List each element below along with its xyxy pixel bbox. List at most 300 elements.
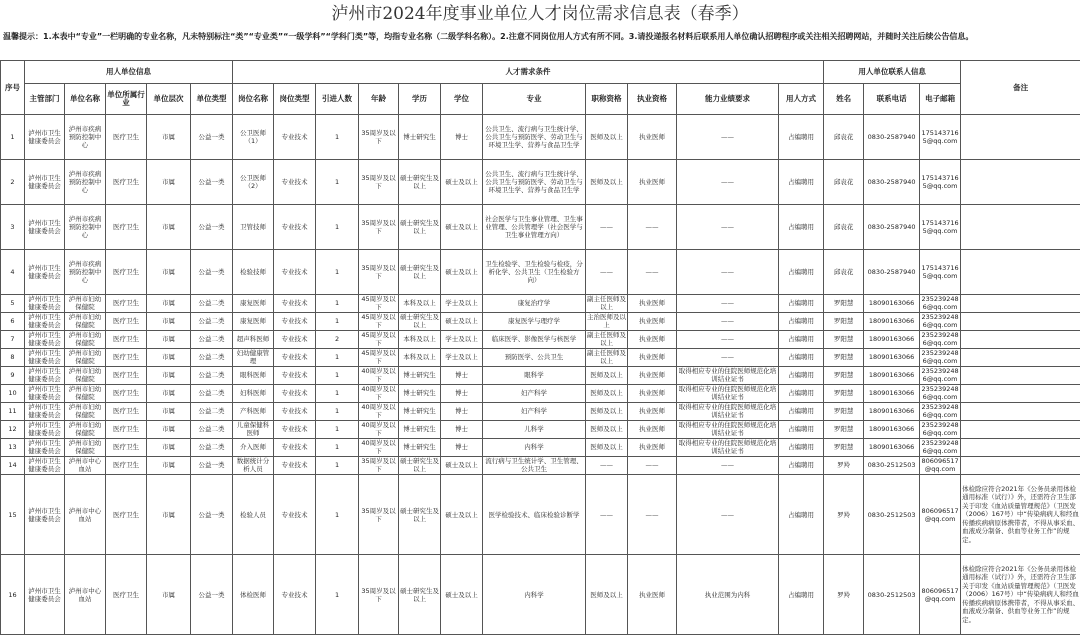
cell-email: 806096517@qq.com	[920, 555, 961, 635]
cell-dept: 泸州市卫生健康委员会	[25, 160, 65, 205]
cell-major: 卫生检验学、卫生检验与检疫，分析化学、公共卫生（卫生检验方向）	[483, 250, 586, 295]
cell-major: 医学检验技术、临床检验诊断学	[483, 475, 586, 555]
cell-degree: 硕士及以上	[441, 475, 483, 555]
cell-age: 35周岁及以下	[359, 160, 399, 205]
cell-degree: 博士	[441, 421, 483, 439]
table-row	[1, 115, 1080, 160]
cell-name: 罗阳慧	[824, 421, 864, 439]
cell-ptype: 专业技术	[274, 475, 316, 555]
cell-email: 806096517@qq.com	[920, 475, 961, 555]
cell-title: ——	[586, 475, 628, 555]
cell-degree: 硕士及以上	[441, 250, 483, 295]
cell-seq: 12	[1, 421, 25, 439]
cell-utype: 公益二类	[191, 421, 233, 439]
cell-phone: 18090163066	[864, 295, 920, 313]
cell-utype: 公益一类	[191, 160, 233, 205]
cell-degree: 博士	[441, 367, 483, 385]
cell-post: 体检医师	[233, 555, 274, 635]
cell-phone: 0830-2512503	[864, 475, 920, 555]
cell-title: 副主任医师及以上	[586, 349, 628, 367]
cell-license: ——	[628, 457, 677, 475]
cell-industry: 医疗卫生	[106, 313, 147, 331]
cell-name: 邱袁花	[824, 115, 864, 160]
cell-method: 占编聘用	[779, 385, 824, 403]
cell-ability: ——	[677, 313, 779, 331]
cell-seq: 1	[1, 115, 25, 160]
cell-num: 1	[316, 367, 359, 385]
header-seq: 序号	[1, 61, 25, 115]
cell-name: 罗阳慧	[824, 331, 864, 349]
cell-ability: 取得相应专业的住院医师规范化培训结业证书	[677, 421, 779, 439]
column-header: 联系电话	[864, 84, 920, 115]
cell-title: 医师及以上	[586, 367, 628, 385]
table-row	[1, 331, 1080, 349]
cell-edu: 硕士研究生及以上	[399, 555, 441, 635]
cell-seq: 14	[1, 457, 25, 475]
cell-level: 市属	[147, 367, 191, 385]
cell-ptype: 专业技术	[274, 205, 316, 250]
column-header: 单位类型	[191, 84, 233, 115]
cell-industry: 医疗卫生	[106, 205, 147, 250]
cell-industry: 医疗卫生	[106, 160, 147, 205]
cell-edu: 硕士研究生及以上	[399, 475, 441, 555]
cell-unit: 泸州市妇幼保健院	[65, 421, 106, 439]
cell-method: 占编聘用	[779, 403, 824, 421]
cell-utype: 公益二类	[191, 331, 233, 349]
cell-dept: 泸州市卫生健康委员会	[25, 403, 65, 421]
cell-num: 1	[316, 385, 359, 403]
cell-age: 40周岁及以下	[359, 403, 399, 421]
cell-title: 医师及以上	[586, 385, 628, 403]
table-row	[1, 475, 1080, 555]
cell-unit: 泸州市疾病预防控制中心	[65, 160, 106, 205]
cell-utype: 公益二类	[191, 367, 233, 385]
cell-major: 公共卫生、流行病与卫生统计学、公共卫生与预防医学、劳动卫生与环境卫生学、营养与食品卫生学	[483, 115, 586, 160]
cell-ptype: 专业技术	[274, 313, 316, 331]
cell-ability: ——	[677, 331, 779, 349]
column-header: 学位	[441, 84, 483, 115]
cell-phone: 18090163066	[864, 385, 920, 403]
cell-license: 执业医师	[628, 385, 677, 403]
cell-num: 1	[316, 457, 359, 475]
cell-license: ——	[628, 205, 677, 250]
cell-email: 2352392486@qq.com	[920, 349, 961, 367]
cell-title: ——	[586, 205, 628, 250]
cell-num: 1	[316, 313, 359, 331]
cell-seq: 16	[1, 555, 25, 635]
cell-major: 预防医学、公共卫生	[483, 349, 586, 367]
cell-license: 执业医师	[628, 439, 677, 457]
cell-edu: 本科及以上	[399, 349, 441, 367]
cell-ptype: 专业技术	[274, 367, 316, 385]
cell-industry: 医疗卫生	[106, 385, 147, 403]
cell-utype: 公益一类	[191, 457, 233, 475]
cell-ability: 取得相应专业的住院医师规范化培训结业证书	[677, 403, 779, 421]
column-header: 岗位名称	[233, 84, 274, 115]
cell-num: 1	[316, 555, 359, 635]
cell-industry: 医疗卫生	[106, 555, 147, 635]
table-row	[1, 160, 1080, 205]
cell-license: 执业医师	[628, 555, 677, 635]
cell-method: 占编聘用	[779, 160, 824, 205]
table-row	[1, 403, 1080, 421]
cell-email: 1751437165@qq.com	[920, 205, 961, 250]
cell-ability: ——	[677, 295, 779, 313]
cell-method: 占编聘用	[779, 115, 824, 160]
cell-edu: 硕士研究生及以上	[399, 160, 441, 205]
cell-remark	[961, 205, 1080, 250]
cell-ability: ——	[677, 475, 779, 555]
cell-ptype: 专业技术	[274, 295, 316, 313]
header-group-unit: 用人单位信息	[25, 61, 233, 84]
cell-seq: 4	[1, 250, 25, 295]
cell-dept: 泸州市卫生健康委员会	[25, 313, 65, 331]
cell-title: ——	[586, 250, 628, 295]
cell-industry: 医疗卫生	[106, 349, 147, 367]
cell-post: 介入医师	[233, 439, 274, 457]
cell-dept: 泸州市卫生健康委员会	[25, 457, 65, 475]
cell-major: 妇产科学	[483, 385, 586, 403]
cell-major: 内科学	[483, 555, 586, 635]
cell-method: 占编聘用	[779, 313, 824, 331]
column-header: 年龄	[359, 84, 399, 115]
cell-industry: 医疗卫生	[106, 421, 147, 439]
cell-method: 占编聘用	[779, 205, 824, 250]
cell-degree: 博士	[441, 115, 483, 160]
cell-post: 检验人员	[233, 475, 274, 555]
cell-utype: 公益一类	[191, 205, 233, 250]
cell-phone: 18090163066	[864, 421, 920, 439]
cell-level: 市属	[147, 457, 191, 475]
cell-phone: 0830-2512503	[864, 555, 920, 635]
column-header: 单位所属行业	[106, 84, 147, 115]
column-header: 用人方式	[779, 84, 824, 115]
cell-name: 罗阳慧	[824, 313, 864, 331]
cell-age: 45周岁及以下	[359, 331, 399, 349]
cell-name: 罗阳慧	[824, 439, 864, 457]
table-row	[1, 349, 1080, 367]
cell-post: 儿童保健科医师	[233, 421, 274, 439]
cell-age: 40周岁及以下	[359, 439, 399, 457]
cell-major: 流行病与卫生统计学、卫生管理、公共卫生	[483, 457, 586, 475]
cell-remark	[961, 457, 1080, 475]
cell-method: 占编聘用	[779, 349, 824, 367]
cell-license: 执业医师	[628, 421, 677, 439]
cell-post: 数据统计分析人员	[233, 457, 274, 475]
cell-ptype: 专业技术	[274, 160, 316, 205]
table-row	[1, 385, 1080, 403]
cell-title: ——	[586, 457, 628, 475]
table-row	[1, 313, 1080, 331]
cell-level: 市属	[147, 421, 191, 439]
cell-age: 40周岁及以下	[359, 367, 399, 385]
cell-num: 1	[316, 250, 359, 295]
cell-num: 1	[316, 160, 359, 205]
column-header: 单位名称	[65, 84, 106, 115]
column-header: 电子邮箱	[920, 84, 961, 115]
cell-degree: 硕士及以上	[441, 313, 483, 331]
cell-ptype: 专业技术	[274, 555, 316, 635]
cell-email: 2352392486@qq.com	[920, 295, 961, 313]
cell-ability: 取得相应专业的住院医师规范化培训结业证书	[677, 439, 779, 457]
cell-license: 执业医师	[628, 160, 677, 205]
cell-phone: 0830-2587940	[864, 205, 920, 250]
column-header: 学历	[399, 84, 441, 115]
cell-age: 40周岁及以下	[359, 385, 399, 403]
cell-utype: 公益一类	[191, 115, 233, 160]
cell-industry: 医疗卫生	[106, 367, 147, 385]
cell-title: 医师及以上	[586, 160, 628, 205]
cell-level: 市属	[147, 115, 191, 160]
cell-age: 45周岁及以下	[359, 295, 399, 313]
cell-license: 执业医师	[628, 313, 677, 331]
cell-edu: 硕士研究生及以上	[399, 205, 441, 250]
cell-title: 医师及以上	[586, 555, 628, 635]
cell-remark	[961, 250, 1080, 295]
cell-age: 40周岁及以下	[359, 421, 399, 439]
cell-license: 执业医师	[628, 331, 677, 349]
cell-age: 35周岁及以下	[359, 457, 399, 475]
cell-utype: 公益二类	[191, 349, 233, 367]
cell-ptype: 专业技术	[274, 385, 316, 403]
cell-edu: 博士研究生	[399, 439, 441, 457]
cell-license: 执业医师	[628, 295, 677, 313]
cell-level: 市属	[147, 295, 191, 313]
cell-level: 市属	[147, 205, 191, 250]
cell-degree: 博士	[441, 439, 483, 457]
cell-seq: 10	[1, 385, 25, 403]
cell-industry: 医疗卫生	[106, 475, 147, 555]
cell-method: 占编聘用	[779, 250, 824, 295]
cell-phone: 0830-2587940	[864, 250, 920, 295]
cell-degree: 学士及以上	[441, 331, 483, 349]
cell-remark	[961, 313, 1080, 331]
cell-major: 社会医学与卫生事业管理、卫生事业管理、公共管理学（社会医学与卫生事业管理方向）	[483, 205, 586, 250]
table-row	[1, 367, 1080, 385]
cell-industry: 医疗卫生	[106, 331, 147, 349]
cell-edu: 博士研究生	[399, 421, 441, 439]
cell-num: 1	[316, 115, 359, 160]
cell-phone: 18090163066	[864, 349, 920, 367]
cell-dept: 泸州市卫生健康委员会	[25, 385, 65, 403]
cell-edu: 本科及以上	[399, 331, 441, 349]
cell-seq: 5	[1, 295, 25, 313]
cell-license: 执业医师	[628, 349, 677, 367]
cell-post: 公卫医师（2）	[233, 160, 274, 205]
cell-email: 1751437165@qq.com	[920, 160, 961, 205]
cell-edu: 博士研究生	[399, 385, 441, 403]
cell-level: 市属	[147, 250, 191, 295]
cell-name: 罗羚	[824, 475, 864, 555]
cell-seq: 9	[1, 367, 25, 385]
cell-unit: 泸州市妇幼保健院	[65, 313, 106, 331]
table-row	[1, 295, 1080, 313]
cell-ptype: 专业技术	[274, 439, 316, 457]
cell-seq: 6	[1, 313, 25, 331]
cell-remark	[961, 403, 1080, 421]
cell-seq: 2	[1, 160, 25, 205]
cell-remark: 体检除应符合2021年《公务员录用体检通用标准（试行）》外，还需符合卫生部关于印发《血站质量管理规范》（卫医发（2006）167号）中“传染病病人和经血传播疾病病原体携带者，不得从事采血、血液成分制备、供血等业务工作”的规定。	[961, 555, 1080, 635]
cell-major: 公共卫生、流行病与卫生统计学、公共卫生与预防医学、劳动卫生与环境卫生学、营养与食品卫生学	[483, 160, 586, 205]
cell-dept: 泸州市卫生健康委员会	[25, 331, 65, 349]
cell-ability: 取得相应专业的住院医师规范化培训结业证书	[677, 385, 779, 403]
cell-seq: 11	[1, 403, 25, 421]
cell-ability: ——	[677, 457, 779, 475]
table-row	[1, 250, 1080, 295]
cell-unit: 泸州市中心血站	[65, 555, 106, 635]
cell-title: 副主任医师及以上	[586, 295, 628, 313]
cell-phone: 18090163066	[864, 403, 920, 421]
cell-industry: 医疗卫生	[106, 115, 147, 160]
cell-remark	[961, 160, 1080, 205]
column-header: 执业资格	[628, 84, 677, 115]
cell-industry: 医疗卫生	[106, 457, 147, 475]
cell-post: 超声科医师	[233, 331, 274, 349]
cell-edu: 硕士研究生及以上	[399, 457, 441, 475]
cell-phone: 0830-2512503	[864, 457, 920, 475]
cell-name: 罗羚	[824, 555, 864, 635]
column-header: 职称资格	[586, 84, 628, 115]
cell-age: 45周岁及以下	[359, 313, 399, 331]
cell-unit: 泸州市妇幼保健院	[65, 295, 106, 313]
cell-age: 35周岁及以下	[359, 115, 399, 160]
cell-level: 市属	[147, 385, 191, 403]
cell-unit: 泸州市妇幼保健院	[65, 349, 106, 367]
cell-phone: 18090163066	[864, 367, 920, 385]
cell-license: 执业医师	[628, 367, 677, 385]
cell-email: 2352392486@qq.com	[920, 421, 961, 439]
cell-seq: 3	[1, 205, 25, 250]
column-header: 姓名	[824, 84, 864, 115]
recruitment-table	[0, 60, 1080, 635]
cell-remark	[961, 385, 1080, 403]
cell-ability: ——	[677, 250, 779, 295]
cell-ability: ——	[677, 205, 779, 250]
cell-email: 2352392486@qq.com	[920, 385, 961, 403]
cell-level: 市属	[147, 403, 191, 421]
column-header: 能力业绩要求	[677, 84, 779, 115]
cell-degree: 硕士及以上	[441, 205, 483, 250]
cell-edu: 硕士研究生及以上	[399, 250, 441, 295]
column-header: 岗位类型	[274, 84, 316, 115]
cell-age: 35周岁及以下	[359, 250, 399, 295]
cell-level: 市属	[147, 439, 191, 457]
cell-level: 市属	[147, 475, 191, 555]
cell-title: 医师及以上	[586, 421, 628, 439]
cell-name: 罗羚	[824, 457, 864, 475]
cell-dept: 泸州市卫生健康委员会	[25, 439, 65, 457]
cell-major: 内科学	[483, 439, 586, 457]
cell-method: 占编聘用	[779, 367, 824, 385]
cell-level: 市属	[147, 349, 191, 367]
cell-major: 康复医学与理疗学	[483, 313, 586, 331]
cell-post: 产科医师	[233, 403, 274, 421]
cell-seq: 8	[1, 349, 25, 367]
cell-num: 2	[316, 331, 359, 349]
cell-title: 医师及以上	[586, 115, 628, 160]
cell-age: 35周岁及以下	[359, 205, 399, 250]
cell-major: 康复治疗学	[483, 295, 586, 313]
header-remark: 备注	[961, 61, 1080, 115]
cell-utype: 公益一类	[191, 555, 233, 635]
cell-utype: 公益一类	[191, 250, 233, 295]
cell-dept: 泸州市卫生健康委员会	[25, 555, 65, 635]
cell-method: 占编聘用	[779, 421, 824, 439]
cell-degree: 博士	[441, 403, 483, 421]
cell-dept: 泸州市卫生健康委员会	[25, 205, 65, 250]
cell-level: 市属	[147, 331, 191, 349]
cell-name: 邱袁花	[824, 205, 864, 250]
cell-ptype: 专业技术	[274, 421, 316, 439]
cell-edu: 博士研究生	[399, 403, 441, 421]
table-row	[1, 205, 1080, 250]
cell-dept: 泸州市卫生健康委员会	[25, 295, 65, 313]
cell-ptype: 专业技术	[274, 457, 316, 475]
cell-method: 占编聘用	[779, 475, 824, 555]
cell-utype: 公益二类	[191, 385, 233, 403]
cell-remark	[961, 349, 1080, 367]
cell-utype: 公益一类	[191, 475, 233, 555]
cell-unit: 泸州市疾病预防控制中心	[65, 115, 106, 160]
header-group-contact: 用人单位联系人信息	[824, 61, 961, 84]
cell-industry: 医疗卫生	[106, 295, 147, 313]
cell-level: 市属	[147, 313, 191, 331]
cell-industry: 医疗卫生	[106, 439, 147, 457]
cell-industry: 医疗卫生	[106, 250, 147, 295]
cell-dept: 泸州市卫生健康委员会	[25, 250, 65, 295]
cell-age: 45周岁及以下	[359, 349, 399, 367]
cell-remark	[961, 295, 1080, 313]
cell-name: 罗阳慧	[824, 349, 864, 367]
cell-degree: 博士	[441, 385, 483, 403]
cell-remark	[961, 439, 1080, 457]
cell-age: 35周岁及以下	[359, 475, 399, 555]
cell-post: 康复医师	[233, 295, 274, 313]
cell-edu: 本科及以上	[399, 295, 441, 313]
cell-dept: 泸州市卫生健康委员会	[25, 349, 65, 367]
page-title: 泸州市2024年度事业单位人才岗位需求信息表（春季）	[0, 0, 1080, 28]
cell-industry: 医疗卫生	[106, 403, 147, 421]
cell-method: 占编聘用	[779, 439, 824, 457]
cell-email: 2352392486@qq.com	[920, 403, 961, 421]
column-header: 引进人数	[316, 84, 359, 115]
cell-email: 806096517@qq.com	[920, 457, 961, 475]
cell-email: 2352392486@qq.com	[920, 331, 961, 349]
cell-email: 2352392486@qq.com	[920, 439, 961, 457]
cell-title: 主治医师及以上	[586, 313, 628, 331]
cell-degree: 硕士及以上	[441, 160, 483, 205]
table-row	[1, 457, 1080, 475]
cell-seq: 7	[1, 331, 25, 349]
cell-num: 1	[316, 295, 359, 313]
cell-major: 儿科学	[483, 421, 586, 439]
cell-unit: 泸州市疾病预防控制中心	[65, 205, 106, 250]
cell-ability: 取得相应专业的住院医师规范化培训结业证书	[677, 367, 779, 385]
cell-post: 检验技师	[233, 250, 274, 295]
cell-seq: 13	[1, 439, 25, 457]
cell-num: 1	[316, 349, 359, 367]
cell-title: 医师及以上	[586, 403, 628, 421]
cell-phone: 18090163066	[864, 331, 920, 349]
cell-unit: 泸州市疾病预防控制中心	[65, 250, 106, 295]
column-header: 专业	[483, 84, 586, 115]
cell-remark	[961, 115, 1080, 160]
cell-name: 罗阳慧	[824, 403, 864, 421]
cell-remark	[961, 331, 1080, 349]
cell-major: 妇产科学	[483, 403, 586, 421]
table-row	[1, 439, 1080, 457]
cell-title: 医师及以上	[586, 439, 628, 457]
